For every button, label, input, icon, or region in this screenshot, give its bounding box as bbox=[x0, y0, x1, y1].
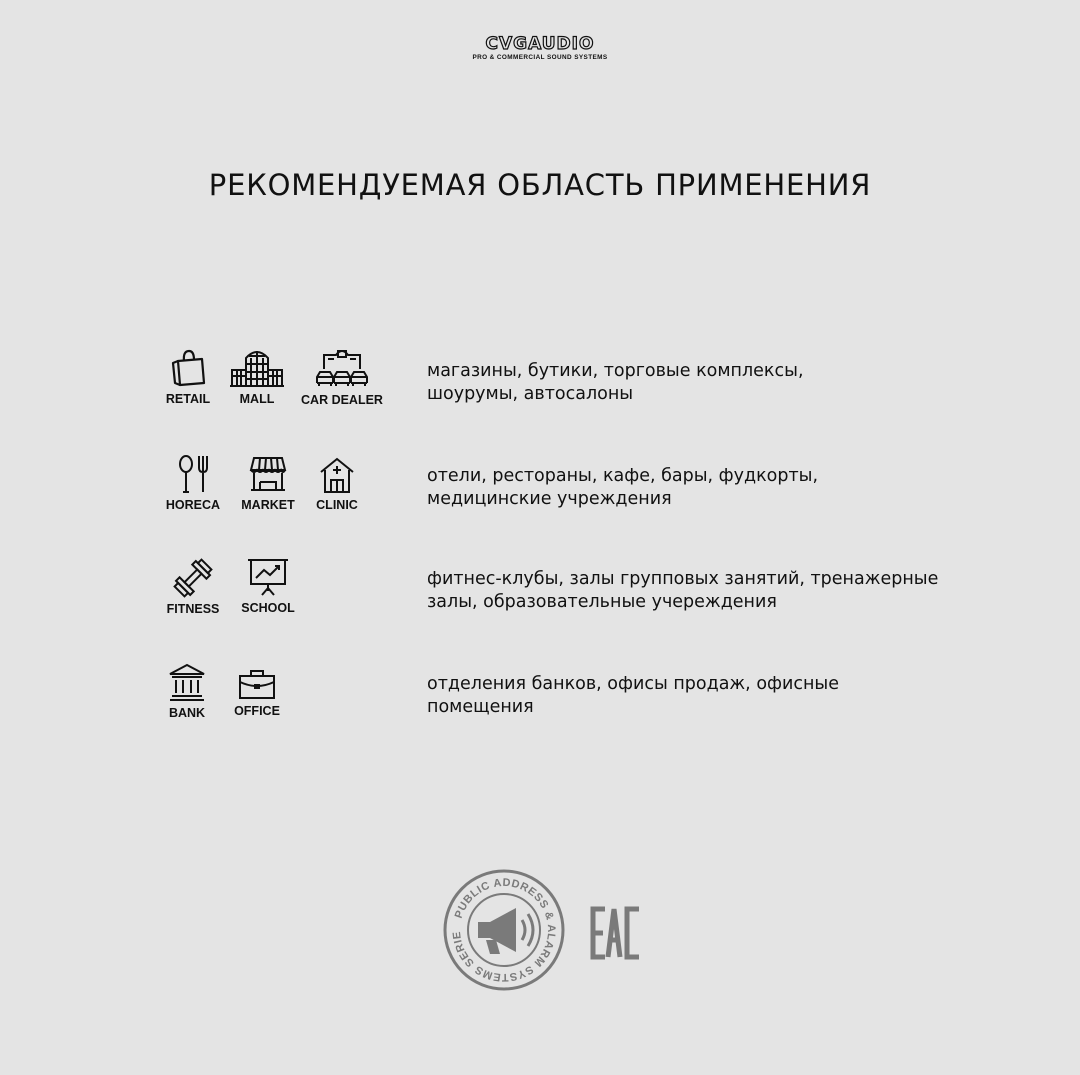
bank-icon bbox=[167, 662, 207, 702]
description-line: помещения bbox=[427, 697, 534, 717]
logo-wordmark: CVGAUDIO bbox=[485, 34, 595, 54]
clinic-icon bbox=[317, 456, 357, 494]
dumbbell-icon bbox=[173, 558, 213, 598]
description-row-3 bbox=[427, 568, 938, 614]
label-school: SCHOOL bbox=[241, 601, 295, 615]
category-horeca bbox=[162, 454, 224, 512]
label-car-dealer: CAR DEALER bbox=[301, 393, 383, 407]
presentation-board-icon bbox=[246, 557, 290, 597]
description-line: фитнес-клубы, залы групповых занятий, тренажерные bbox=[427, 569, 939, 589]
seal-text: PUBLIC ADDRESS & ALARM SYSTEMS SERIE bbox=[450, 876, 558, 984]
eac-certification-mark bbox=[590, 906, 642, 965]
description-row-2 bbox=[427, 465, 818, 511]
description-line: магазины, бутики, торговые комплексы, bbox=[427, 361, 804, 381]
label-office: OFFICE bbox=[234, 704, 280, 718]
public-address-seal bbox=[442, 868, 566, 997]
category-bank bbox=[164, 662, 210, 720]
label-mall: MALL bbox=[239, 392, 275, 406]
label-horeca: HORECA bbox=[165, 498, 221, 512]
label-retail: RETAIL bbox=[165, 392, 211, 406]
mall-building-icon bbox=[229, 346, 285, 388]
market-stall-icon bbox=[248, 454, 288, 494]
label-market: MARKET bbox=[241, 498, 295, 512]
shopping-bag-icon bbox=[168, 348, 208, 388]
category-fitness bbox=[162, 558, 224, 616]
description-line: отделения банков, офисы продаж, офисные bbox=[427, 674, 840, 694]
category-retail bbox=[160, 348, 216, 406]
description-line: медицинские учреждения bbox=[427, 489, 672, 509]
brand-logo bbox=[450, 36, 630, 61]
description-line: залы, образовательные учереждения bbox=[427, 592, 777, 612]
category-car-dealer bbox=[298, 345, 386, 407]
label-clinic: CLINIC bbox=[316, 498, 358, 512]
megaphone-icon bbox=[478, 908, 533, 954]
logo-tagline: PRO & COMMERCIAL SOUND SYSTEMS bbox=[472, 54, 608, 61]
category-office bbox=[230, 668, 284, 718]
description-row-1 bbox=[427, 360, 804, 406]
cutlery-icon bbox=[173, 454, 213, 494]
description-line: отели, рестораны, кафе, бары, фудкорты, bbox=[427, 466, 819, 486]
page-title: РЕКОМЕНДУЕМАЯ ОБЛАСТЬ ПРИМЕНЕНИЯ bbox=[208, 168, 872, 202]
category-mall bbox=[228, 346, 286, 406]
category-school bbox=[238, 557, 298, 615]
briefcase-icon bbox=[237, 668, 277, 700]
label-fitness: FITNESS bbox=[166, 602, 220, 616]
description-row-4 bbox=[427, 673, 839, 719]
description-line: шоурумы, автосалоны bbox=[427, 384, 634, 404]
car-dealer-icon bbox=[314, 345, 370, 389]
category-market bbox=[238, 454, 298, 512]
label-bank: BANK bbox=[168, 706, 206, 720]
category-clinic bbox=[314, 456, 360, 512]
